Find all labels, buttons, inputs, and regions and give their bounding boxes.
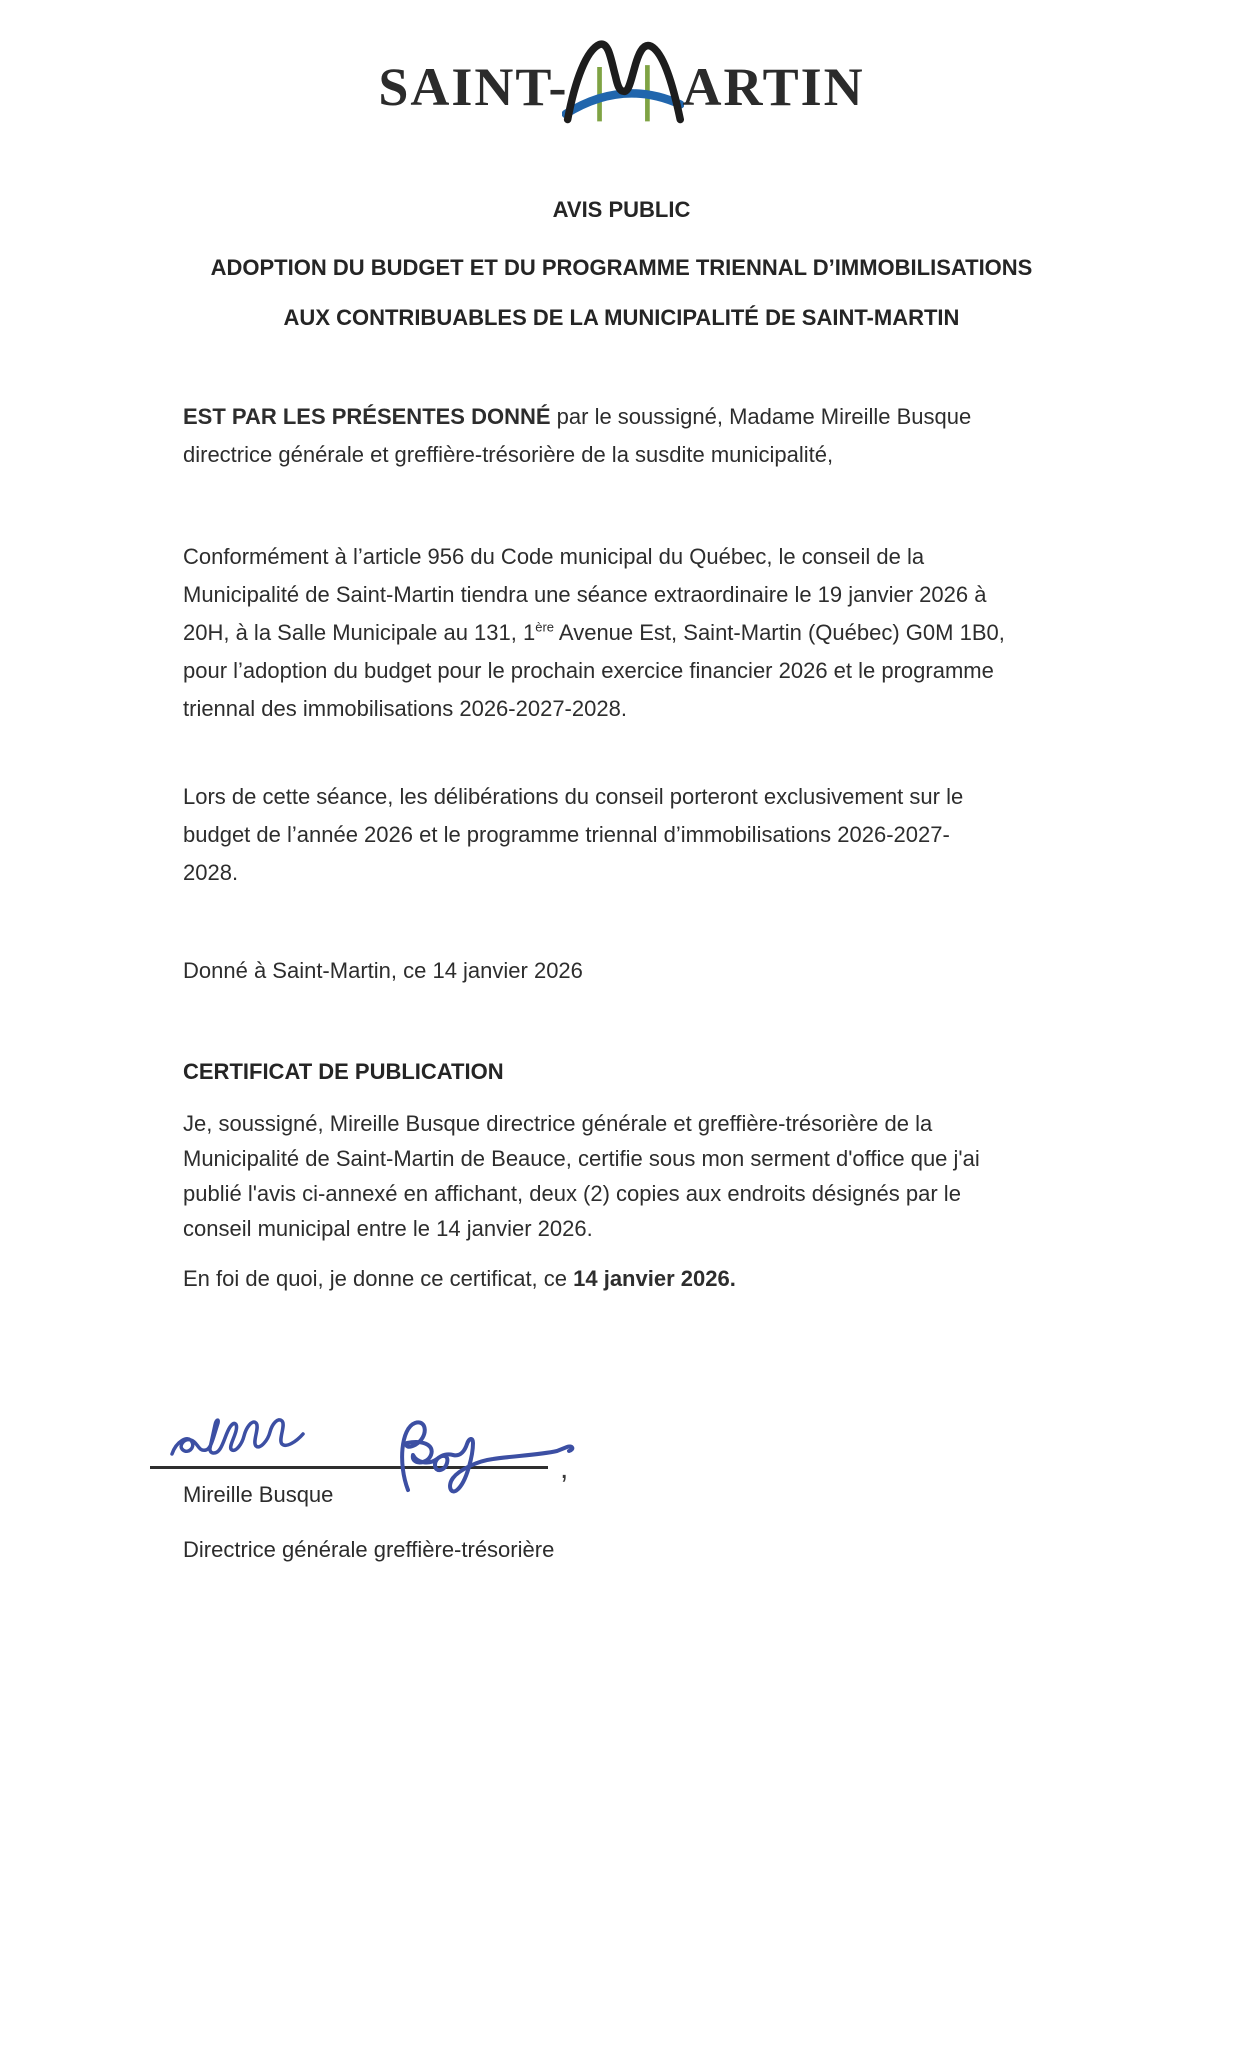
text-line: triennal des immobilisations 2026-2027-2028.	[183, 696, 627, 721]
paragraph-given-by	[183, 398, 1063, 474]
text-line: directrice générale et greffière-trésorière de la susdite municipalité,	[183, 442, 834, 467]
text-line: budget de l’année 2026 et le programme triennal d’immobilisations 2026-2027-	[183, 822, 950, 847]
text-line	[183, 398, 1063, 436]
text-line: Lors de cette séance, les délibérations du conseil porteront exclusivement sur le	[183, 784, 964, 809]
logo-text-suffix: ARTIN	[682, 57, 865, 117]
text-run: En foi de quoi, je donne ce certificat, ce	[183, 1266, 574, 1291]
text-line: pour l’adoption du budget pour le prochain exercice financier 2026 et le programme	[183, 658, 994, 683]
text-line: conseil municipal entre le 14 janvier 2026.	[183, 1216, 593, 1241]
text-line: publié l'avis ci-annexé en affichant, deux (2) copies aux endroits désignés par le	[183, 1181, 961, 1206]
notice-title: AVIS PUBLIC	[552, 197, 691, 222]
text-run: par le soussigné, Madame Mireille Busque	[550, 404, 972, 429]
bridge-m-icon	[562, 34, 684, 130]
text-run: 20H, à la Salle Municipale au 131, 1	[183, 620, 536, 645]
text-line: Je, soussigné, Mireille Busque directrice générale et greffière-trésorière de la	[183, 1111, 933, 1136]
text-line: 2028.	[183, 860, 239, 885]
notice-subtitle-budget: ADOPTION DU BUDGET ET DU PROGRAMME TRIENNAL D’IMMOBILISATIONS	[210, 255, 1033, 280]
paragraph-deliberations	[183, 778, 1063, 892]
bold-lead-in: EST PAR LES PRÉSENTES DONNÉ	[183, 404, 551, 429]
notice-subtitle-addressees: AUX CONTRIBUABLES DE LA MUNICIPALITÉ DE SAINT-MARTIN	[283, 305, 960, 330]
signatory-title: Directrice générale greffière-trésorière	[183, 1537, 555, 1562]
signatory-name: Mireille Busque	[183, 1482, 334, 1507]
paragraph-certificate-body	[183, 1106, 1063, 1246]
logo-text-prefix: SAINT-	[378, 57, 569, 117]
ordinal-superscript: ère	[535, 619, 555, 635]
pen-comma-mark: ,	[560, 1452, 569, 1485]
paragraph-given-at: Donné à Saint-Martin, ce 14 janvier 2026	[183, 958, 583, 983]
certificate-heading: CERTIFICAT DE PUBLICATION	[183, 1059, 504, 1084]
paragraph-in-witness	[183, 1260, 1063, 1298]
text-run: Avenue Est, Saint-Martin (Québec) G0M 1B0,	[554, 620, 1005, 645]
handwritten-signature	[158, 1392, 598, 1532]
municipality-logo	[0, 34, 1243, 128]
paragraph-session-details	[183, 538, 1063, 728]
text-line: Conformément à l’article 956 du Code municipal du Québec, le conseil de la	[183, 544, 925, 569]
text-line: Municipalité de Saint-Martin tiendra une séance extraordinaire le 19 janvier 2026 à	[183, 582, 987, 607]
bold-date: 14 janvier 2026.	[573, 1266, 736, 1291]
text-line: Municipalité de Saint-Martin de Beauce, certifie sous mon serment d'office que j'ai	[183, 1146, 980, 1171]
text-line	[183, 614, 1063, 652]
